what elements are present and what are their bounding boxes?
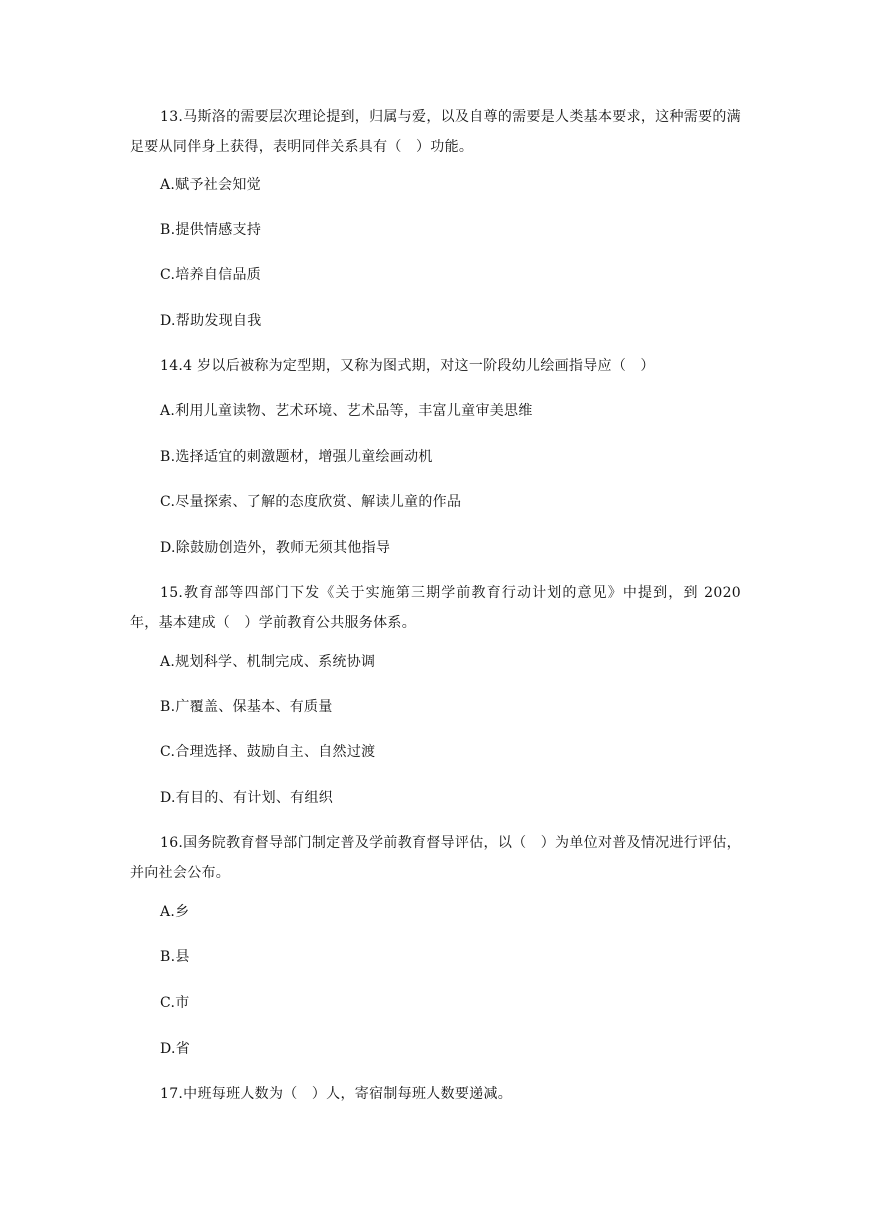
option-b: B.广覆盖、保基本、有质量 [160,699,333,715]
option-a: A.规划科学、机制完成、系统协调 [160,654,376,670]
option-c: C.尽量探索、了解的态度欣赏、解读儿童的作品 [160,494,462,510]
option-b: B.选择适宜的刺激题材，增强儿童绘画动机 [160,449,433,465]
option-b: B.县 [160,949,190,965]
option-d: D.省 [160,1041,191,1057]
question-15 [0,578,869,638]
option-c: C.市 [160,995,190,1011]
question-stem: 14.4 岁以后被称为定型期，又称为图式期，对这一阶段幼儿绘画指导应（ ） [160,358,655,374]
option-a: A.利用儿童读物、艺术环境、艺术品等，丰富儿童审美思维 [160,403,533,419]
option-a: A.乡 [160,904,190,920]
question-14 [0,351,869,381]
option-d: D.有目的、有计划、有组织 [160,790,334,806]
option-b: B.提供情感支持 [160,222,262,238]
question-stem: 17.中班每班人数为（ ）人，寄宿制每班人数要递减。 [160,1086,513,1102]
option-a: A.赋予社会知觉 [160,177,261,193]
question-16 [0,828,869,888]
question-17 [0,1079,869,1109]
question-13 [0,102,869,162]
option-d: D.除鼓励创造外，教师无须其他指导 [160,540,391,556]
question-stem: 16.国务院教育督导部门制定普及学前教育督导评估，以（ ）为单位对普及情况进行评估，并向社会公布。 [130,835,741,881]
question-stem: 15.教育部等四部门下发《关于实施第三期学前教育行动计划的意见》中提到，到 2020 年，基本建成（ ）学前教育公共服务体系。 [130,585,741,631]
option-c: C.培养自信品质 [160,267,262,283]
option-d: D.帮助发现自我 [160,313,262,329]
question-stem: 13.马斯洛的需要层次理论提到，归属与爱，以及自尊的需要是人类基本要求，这种需要的满足要从同伴身上获得，表明同伴关系具有（ ）功能。 [130,109,741,155]
option-c: C.合理选择、鼓励自主、自然过渡 [160,744,376,760]
